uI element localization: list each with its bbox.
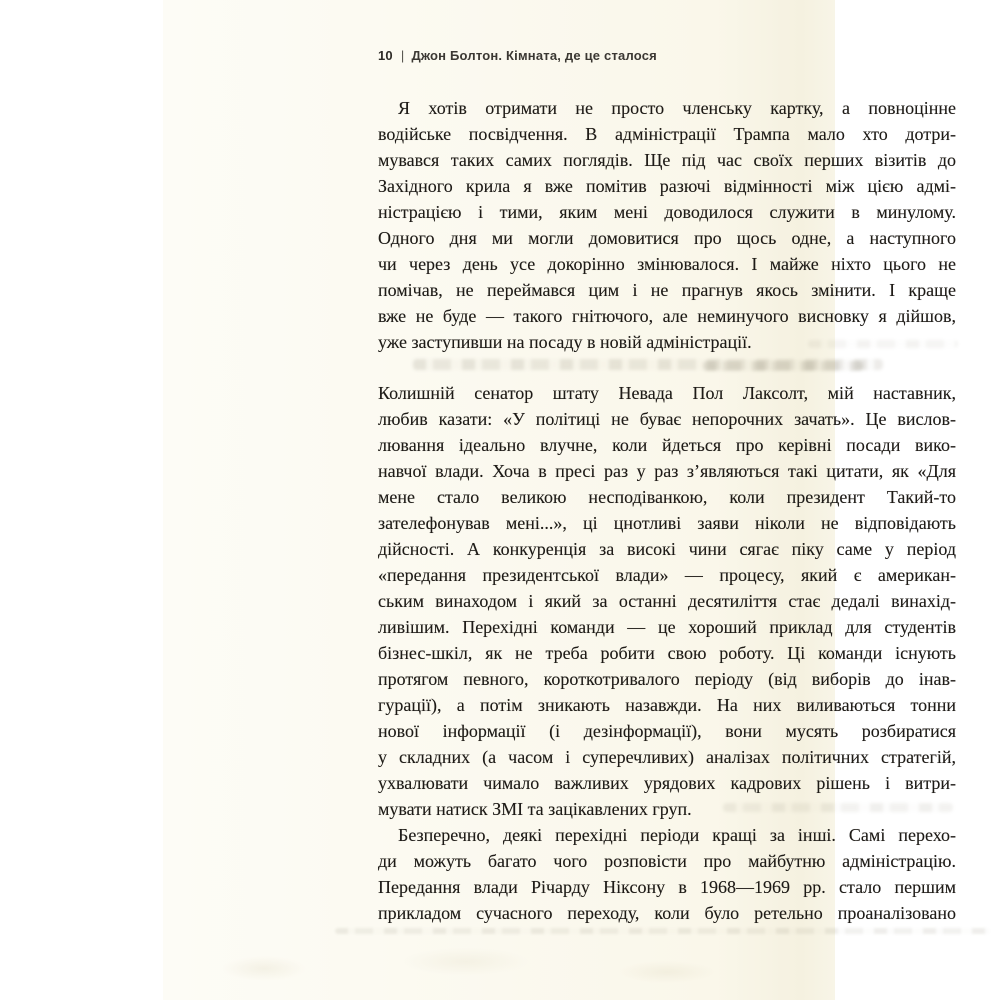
text-line: ди можуть багато чого розповісти про майбутню адміністрацію. xyxy=(378,851,956,871)
book-title: Джон Болтон. Кімната, де це сталося xyxy=(411,48,657,63)
running-header xyxy=(378,48,956,64)
text-line: бізнес-шкіл, як не треба робити свою роботу. Ці команди існують xyxy=(378,643,956,663)
text-line: зателефонував мені...», ці цнотливі заяви ніколи не відповідають xyxy=(378,513,956,533)
text-line: уже заступивши на посаду в новій адміністрації. xyxy=(378,332,752,352)
text-line: Я хотів отримати не просто членську картку, а повноцінне xyxy=(398,98,956,118)
text-line: «передання президентської влади» — процесу, який є американ- xyxy=(378,565,956,585)
text-line: Передання влади Річарду Ніксону в 1968—1969 рр. стало першим xyxy=(378,877,956,897)
text-line: вже не буде — такого гнітючого, але неминучого висновку я дійшов, xyxy=(378,306,956,326)
bleed-through-artifact xyxy=(703,361,863,371)
text-line: ністрацією і тими, яким мені доводилося служити в минулому. xyxy=(378,202,956,222)
text-line: чи через день усе докорінно змінювалося. І майже ніхто цього не xyxy=(378,254,956,274)
text-line: ухвалювати чимало важливих урядових кадрових рішень і витри- xyxy=(378,773,956,793)
text-line: протягом певного, короткотривалого періоду (від виборів до інав- xyxy=(378,669,956,689)
text-line: мувати натиск ЗМІ та зацікавлених груп. xyxy=(378,799,692,819)
text-line: любив казати: «У політиці не буває непорочних зачать». Це вислов- xyxy=(378,409,956,429)
text-line: Безперечно, деякі перехідні періоди кращі за інші. Самі перехо- xyxy=(398,825,956,845)
text-line: навчої влади. Хоча в пресі раз у раз з’являються такі цитати, як «Для xyxy=(378,461,956,481)
paragraph-2 xyxy=(378,380,956,822)
text-line: Західного крила я вже помітив разючі відмінності між цією адмі- xyxy=(378,176,956,196)
text-line: Одного дня ми могли домовитися про щось одне, а наступного xyxy=(378,228,956,248)
text-line: мене стало великою несподіванкою, коли президент Такий-то xyxy=(378,487,956,507)
bleed-through-artifact xyxy=(413,359,883,370)
book-page xyxy=(163,0,956,1000)
text-line: ливішим. Перехідні команди — це хороший приклад для студентів xyxy=(378,617,956,637)
text-line: гурації), а потім зникають назавжди. На них виливаються тонни xyxy=(378,695,956,715)
text-line: водійське посвідчення. В адміністрації Трампа мало хто дотри- xyxy=(378,124,956,144)
text-line: лювання ідеально влучне, коли йдеться про керівні посади вико- xyxy=(378,435,956,455)
text-line: у складних (а часом і суперечливих) аналізах політичних стратегій, xyxy=(378,747,956,767)
header-divider: | xyxy=(400,48,405,63)
text-line: ським винаходом і який за останні десятиліття стає дедалі винахід- xyxy=(378,591,956,611)
page-number: 10 xyxy=(378,48,393,63)
text-line: Колишній сенатор штату Невада Пол Лаксолт, мій наставник, xyxy=(378,383,956,403)
paragraph-3 xyxy=(378,822,956,926)
text-line: нової інформації (і дезінформації), вони мусять розбиратися xyxy=(378,721,956,741)
paragraph-1 xyxy=(378,95,956,355)
text-line: дійсності. А конкуренція за високі чини сягає піку саме у період xyxy=(378,539,956,559)
text-line: прикладом сучасного переходу, коли було ретельно проаналізовано xyxy=(378,903,956,923)
text-line: мувався таких самих поглядів. Ще під час своїх перших візитів до xyxy=(378,150,956,170)
text-line: помічав, не переймався цим і не прагнув якось змінити. І краще xyxy=(378,280,956,300)
bleed-through-artifact xyxy=(335,928,990,934)
